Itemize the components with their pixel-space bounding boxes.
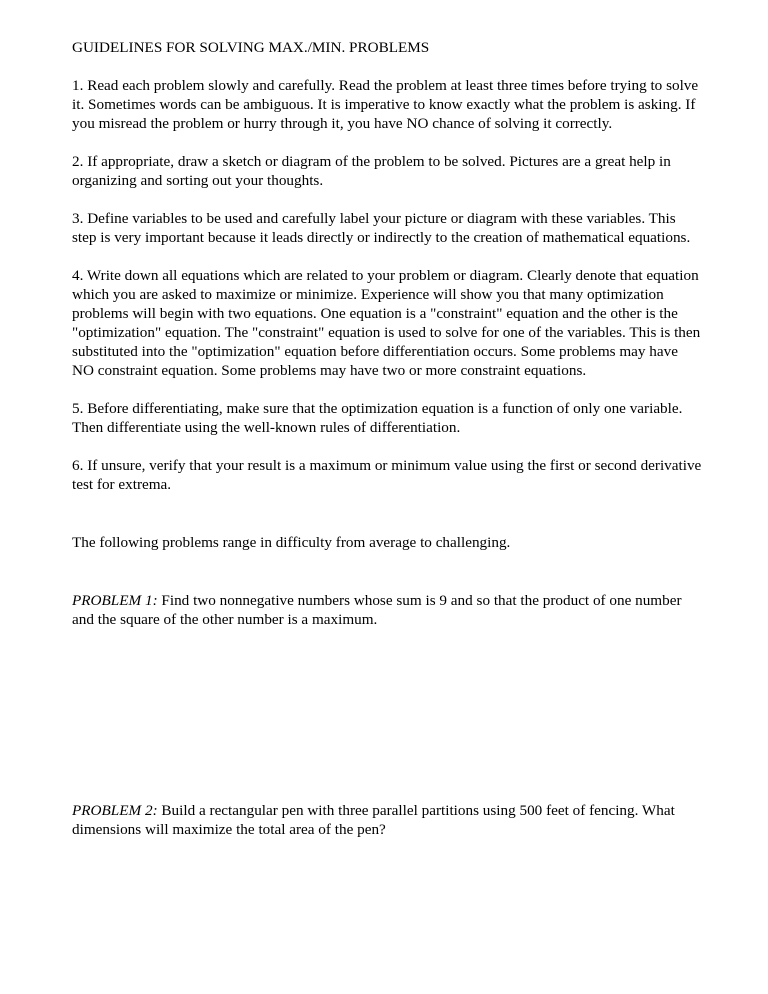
problem-1-label: PROBLEM 1:	[72, 592, 158, 609]
problems-intro: The following problems range in difficulty from average to challenging.	[72, 534, 511, 551]
problem-1	[72, 591, 702, 629]
problem-1-text: Find two nonnegative numbers whose sum is 9 and so that the product of one number and the square of the other number is a maximum.	[72, 592, 682, 628]
guideline-3: 3. Define variables to be used and carefully label your picture or diagram with these variables. This step is very important because it leads directly or indirectly to the creation of mathematical equations.	[72, 210, 691, 246]
problem-2-label: PROBLEM 2:	[72, 802, 158, 819]
guideline-6: 6. If unsure, verify that your result is a maximum or minimum value using the first or second derivative test for extrema.	[72, 457, 702, 493]
problem-2-text: Build a rectangular pen with three parallel partitions using 500 feet of fencing. What dimensions will maximize the total area of the pen?	[72, 802, 675, 838]
problem-2	[72, 801, 702, 839]
guideline-1: 1. Read each problem slowly and carefully. Read the problem at least three times before trying to solve it. Sometimes words can be ambiguous. It is imperative to know exactly what the problem is asking. If you misread the problem or hurry through it, you have NO chance of solving it correctly.	[72, 77, 699, 132]
guideline-4: 4. Write down all equations which are related to your problem or diagram. Clearly denote that equation which you are asked to maximize or minimize. Experience will show you that many optimization problems will begin with two equations. One equation is a "constraint" equation and the other is the "optimization" equation. The "constraint" equation is used to solve for one of the variables. This is then substituted into the "optimization" equation before differentiation occurs. Some problems may have NO constraint equation. Some problems may have two or more constraint equations.	[72, 267, 701, 379]
guideline-2: 2. If appropriate, draw a sketch or diagram of the problem to be solved. Pictures are a great help in organizing and sorting out your thoughts.	[72, 153, 671, 189]
document-title: GUIDELINES FOR SOLVING MAX./MIN. PROBLEMS	[72, 39, 430, 56]
document-page	[72, 38, 702, 839]
guideline-5: 5. Before differentiating, make sure that the optimization equation is a function of only one variable. Then differentiate using the well-known rules of differentiation.	[72, 400, 683, 436]
